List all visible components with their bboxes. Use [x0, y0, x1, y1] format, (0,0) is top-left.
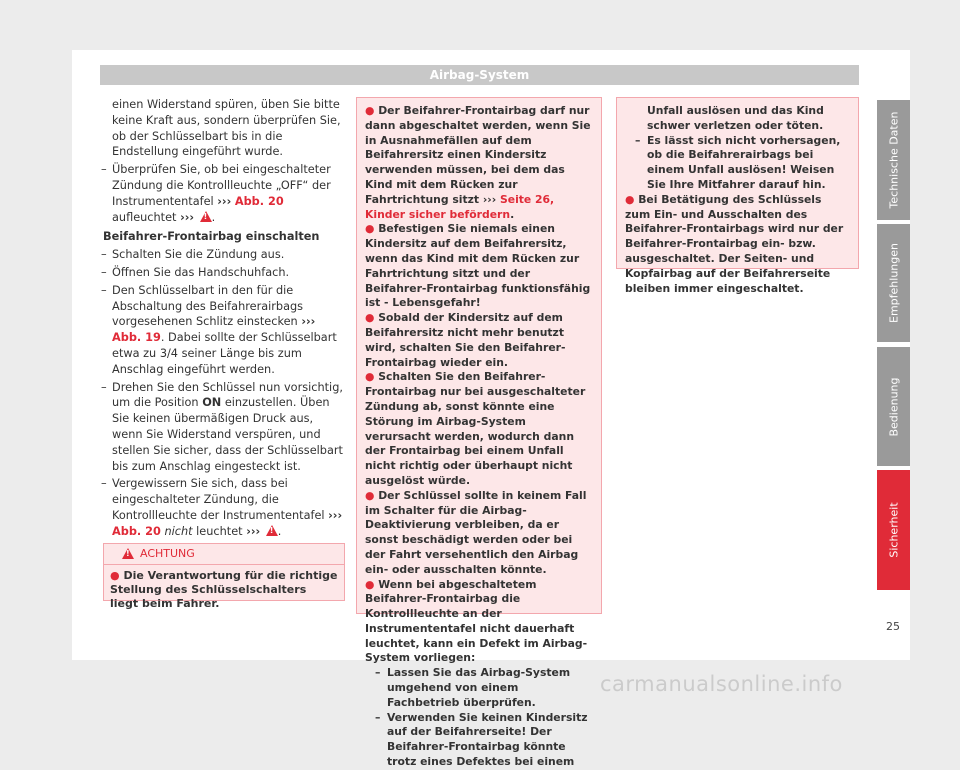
tab-label: Sicherheit — [887, 502, 900, 558]
dash: – — [635, 133, 641, 147]
list-item-step2 — [103, 265, 346, 281]
ref-link-abb20[interactable]: Abb. 20 — [112, 524, 161, 538]
tab-bedienung[interactable] — [877, 347, 910, 466]
bullet-text: Sobald der Kindersitz auf dem Beifahrersitz nicht mehr benutzt wird, schalten Sie den Beifahrer-Frontairbag wieder ein. — [365, 311, 566, 369]
bullet-text: Schalten Sie den Beifahrer-Frontairbag nur bei ausgeschalteter Zündung ab, sonst könnte eine Störung im Airbag-System verursacht werden, wodurch dann der Frontairbag bei einem Unfall nicht richtig oder überhaupt nicht ausgelöst würde. — [365, 370, 586, 487]
step5-text: Vergewissern Sie sich, dass bei eingeschalteter Zündung, die Kontrollleuchte der Instrumententafel — [112, 477, 325, 522]
bullet-text: Wenn bei abgeschaltetem Beifahrer-Frontairbag die Kontrollleuchte an der Instrumententafel nicht dauerhaft leuchtet, kann ein Defekt im Airbag-System vorliegen: — [365, 577, 588, 665]
bullet-icon: ● — [365, 104, 375, 117]
step5-tail: leuchtet — [196, 524, 243, 538]
list-item-check: – Überprüfen Sie, ob bei eingeschalteter Zündung die Kontrollleuchte „OFF“ der Instrumententafel ››› Abb. 20 aufleuchtet ››› ! . — [103, 162, 346, 225]
bullet-item — [365, 222, 593, 311]
watermark: carmanualsonline.info — [600, 672, 843, 696]
dash: – — [375, 710, 381, 724]
position-on: ON — [202, 396, 222, 410]
ref-arrows: ››› — [180, 210, 195, 224]
warning-box-continued — [356, 97, 602, 769]
sub-text: Es lässt sich nicht vorhersagen, ob die Beifahrerairbags bei einem Unfall auslösen! Weisen Sie Ihre Mitfahrer darauf hin. — [647, 133, 841, 191]
dash: – — [101, 477, 107, 491]
list-item-step5: – Vergewissern Sie sich, dass bei eingeschalteter Zündung, die Kontrollleuchte der Instrumententafel ››› Abb. 20 nicht leuchtet ››› ! . — [103, 476, 346, 539]
bullet-item — [365, 489, 593, 578]
step4-text-a: Drehen Sie den Schlüssel nun vorsichtig, um die Position — [112, 380, 343, 410]
dash: – — [101, 265, 107, 279]
bullet-icon: ● — [365, 222, 375, 236]
ref-link-page26[interactable]: Seite 26, Kinder sicher befördern — [365, 192, 555, 221]
dash: – — [101, 380, 107, 394]
check-text: Überprüfen Sie, ob bei eingeschalteter Zündung die Kontrollleuchte „OFF“ der Instrumententafel — [112, 163, 331, 208]
bullet-icon: ● — [365, 577, 375, 591]
ref-arrows: ››› — [246, 524, 261, 538]
ref-arrows: ››› — [328, 508, 343, 522]
sub-item — [625, 134, 850, 193]
bullet-icon: ● — [365, 370, 375, 384]
page-number: 25 — [886, 620, 900, 633]
step2-text: Öffnen Sie das Handschuhfach. — [112, 265, 290, 279]
bullet-icon: ● — [110, 569, 120, 582]
warning-box-continued — [616, 97, 859, 295]
warning-bullet-text: Die Verantwortung für die richtige Stellung des Schlüsselschalters liegt beim Fahrer. — [110, 569, 338, 610]
tab-sicherheit[interactable] — [877, 470, 910, 590]
warning-triangle-icon — [122, 548, 134, 559]
dash: – — [101, 248, 107, 262]
bullet-item — [365, 311, 593, 370]
warning-triangle-icon — [266, 525, 278, 536]
dash: – — [375, 666, 381, 680]
step3-tail: . Dabei sollte der Schlüsselbart etwa zu 3/4 seiner Länge bis zum Anschlag eingeführt werden. — [112, 331, 337, 376]
dash: – — [101, 283, 107, 297]
bullet-icon: ● — [625, 192, 635, 206]
warning-triangle-icon — [200, 211, 212, 222]
sub-item — [365, 711, 593, 770]
tab-empfehlungen[interactable] — [877, 224, 910, 342]
bullet-text: Befestigen Sie niemals einen Kindersitz auf dem Beifahrersitz, wenn das Kind mit dem Rücken zur Fahrtrichtung sitzt und der Beifahrer-Frontairbag funktionsfähig ist - Lebensgefahr! — [365, 222, 591, 310]
list-item-step1 — [103, 247, 346, 263]
continued-text: Unfall auslösen und das Kind schwer verletzen oder töten. — [647, 104, 824, 132]
tab-label: Empfehlungen — [887, 243, 900, 323]
warning-box-title — [104, 544, 344, 565]
step4-text-b: einzustellen. Üben Sie keinen übermäßigen Druck aus, wenn Sie Widerstand verspüren, und stellen Sie sicher, dass der Schlüsselbart bis zum Anschlag eingesteckt ist. — [112, 396, 343, 473]
section-heading: Beifahrer-Frontairbag einschalten — [103, 230, 320, 244]
sub-text: Lassen Sie das Airbag-System umgehend von einem Fachbetrieb überprüfen. — [387, 666, 571, 709]
list-item-step3 — [103, 283, 346, 378]
tab-label: Technische Daten — [887, 111, 900, 209]
column-left — [103, 97, 346, 542]
ref-arrows: ››› — [482, 192, 497, 206]
tab-label: Bedienung — [887, 376, 900, 437]
bullet-item — [365, 578, 593, 667]
list-item-step4 — [103, 380, 346, 475]
sub-text: Verwenden Sie keinen Kindersitz auf der Beifahrerseite! Der Beifahrer-Frontairbag könnte trotz eines Defektes bei einem — [387, 710, 588, 769]
ref-link-abb19[interactable]: Abb. 19 — [112, 331, 161, 345]
dash: – — [101, 163, 107, 177]
bullet-item — [365, 370, 593, 488]
bullet-icon: ● — [365, 488, 375, 502]
ref-link-abb20[interactable]: Abb. 20 — [234, 194, 284, 208]
sub-item — [365, 666, 593, 710]
warning-box-body — [104, 565, 344, 615]
bullet-item: ● Der Beifahrer-Frontairbag darf nur dann abgeschaltet werden, wenn Sie in Ausnahmefällen auf dem Beifahrersitz einen Kindersitz verwenden müssen, bei dem das Kind mit dem Rücken zur Fahrtrichtung sitzt ››› Seite 26, Kinder sicher befördern. — [365, 104, 591, 221]
tab-technische-daten[interactable] — [877, 100, 910, 220]
step1-text: Schalten Sie die Zündung aus. — [112, 248, 285, 262]
check-tail: aufleuchtet — [112, 210, 177, 224]
bullet-item — [625, 193, 850, 297]
bullet-text: Bei Betätigung des Schlüssels zum Ein- und Ausschalten des Beifahrer-Frontairbags wird nur der Beifahrer-Frontairbag ein- bzw. ausgeschaltet. Der Seiten- und Kopfairbag auf der Beifahrerseite bleiben immer eingeschaltet. — [625, 192, 844, 295]
warning-box — [103, 543, 345, 610]
step5-nicht: nicht — [164, 524, 193, 538]
page-header: Airbag-System — [100, 65, 859, 85]
step3-text: Den Schlüsselbart in den für die Abschaltung des Beifahrerairbags vorgesehenen Schlitz einstecken — [112, 283, 304, 329]
warning-title-text: ACHTUNG — [140, 547, 195, 560]
intro-text: einen Widerstand spüren, üben Sie bitte keine Kraft aus, sondern überprüfen Sie, ob der Schlüsselbart bis in die Endstellung eingeführt wurde. — [112, 98, 341, 159]
bullet-icon: ● — [365, 311, 375, 325]
ref-arrows: ››› — [301, 315, 316, 329]
bullet-text: Der Beifahrer-Frontairbag darf nur dann abgeschaltet werden, wenn Sie in Ausnahmefällen auf dem Beifahrersitz einen Kindersitz verwenden müssen, bei dem das Kind mit dem Rücken zur Fahrtrichtung sitzt — [365, 104, 591, 206]
ref-arrows: ››› — [217, 194, 232, 208]
bullet-text: Der Schlüssel sollte in keinem Fall im Schalter für die Airbag-Deaktivierung verbleiben, da er sonst beschädigt werden oder bei der Fahrt versehentlich den Airbag ein- oder ausschalten könnte. — [365, 488, 587, 576]
